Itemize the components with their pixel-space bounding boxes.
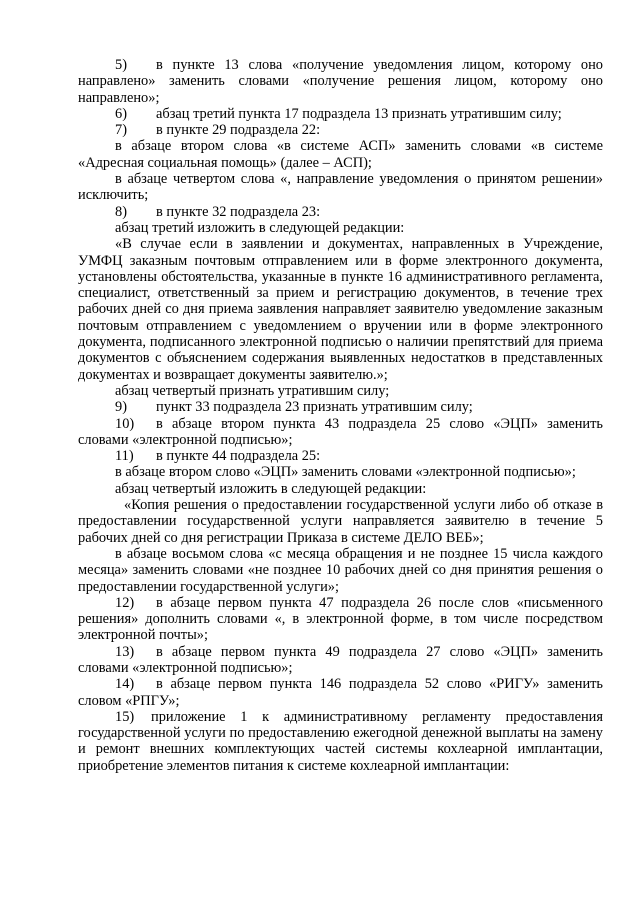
paragraph: в абзаце четвертом слова «, направление уведомления о принятом решении» исключить; bbox=[78, 171, 603, 204]
amendment-item-8 bbox=[78, 204, 603, 220]
amendment-item-12 bbox=[78, 595, 603, 644]
item-number: 13) bbox=[115, 643, 135, 660]
amendment-item-7 bbox=[78, 122, 603, 138]
item-text: в абзаце первом пункта 47 подраздела 26 после слов «письменного решения» дополнить словами «, в электронной форме, в том числе посредством электронной почты»; bbox=[78, 594, 603, 644]
paragraph: абзац четвертый изложить в следующей редакции: bbox=[115, 480, 427, 497]
item-number: 12) bbox=[115, 594, 135, 611]
item-text: в пункте 13 слова «получение уведомления лицом, которому оно направлено» заменить словами «получение решения лицом, которому оно направлено»; bbox=[78, 57, 603, 106]
document-body bbox=[78, 57, 603, 774]
amendment-item-5 bbox=[78, 57, 603, 106]
item-number: 8) bbox=[115, 203, 127, 220]
item-text: в абзаце втором пункта 43 подраздела 25 слово «ЭЦП» заменить словами «электронной подписью»; bbox=[78, 415, 603, 448]
item-text: в пункте 44 подраздела 25: bbox=[156, 448, 321, 465]
paragraph: в абзаце втором слово «ЭЦП» заменить словами «электронной подписью»; bbox=[115, 464, 576, 481]
amendment-item-9 bbox=[78, 399, 603, 415]
item-number: 11) bbox=[115, 448, 134, 465]
item-number: 15) bbox=[115, 708, 135, 725]
paragraph: в абзаце втором слова «в системе АСП» заменить словами «в системе «Адресная социальная помощь» (далее – АСП); bbox=[78, 138, 603, 171]
item-text: пункт 33 подраздела 23 признать утратившим силу; bbox=[156, 399, 473, 416]
item-text: в абзаце первом пункта 146 подраздела 52 слово «РИГУ» заменить словом «РПГУ»; bbox=[78, 676, 603, 709]
quoted-paragraph: «В случае если в заявлении и документах, направленных в Учреждение, УМФЦ заказным почтовым отправлением или в форме электронного документа, установлены обстоятельства, указанные в пункте 16 административного регламента, специалист, ответственный за прием и регистрацию документов, в течение трех рабочих дней со дня приема заявления направляет заявителю уведомление заказным почтовым отправлением с уведомлением о вручении или в форме электронного документа, подписанного электронной подписью о наличии препятствий для приема документов с объяснением содержания выявленных недостатков в представленных документах и возвращает документы заявителю.»; bbox=[78, 236, 603, 383]
item-number: 5) bbox=[115, 57, 127, 73]
item-number: 7) bbox=[115, 122, 127, 139]
amendment-item-14 bbox=[78, 676, 603, 709]
item-text: абзац третий пункта 17 подраздела 13 признать утратившим силу; bbox=[156, 105, 562, 122]
amendment-item-13 bbox=[78, 644, 603, 677]
item-number: 10) bbox=[115, 415, 135, 432]
quoted-paragraph: «Копия решения о предоставлении государственной услуги либо об отказе в предоставлении государственной услуги направляется заявителю в течение 5 рабочих дней со дня регистрации Приказа в системе ДЕЛО ВЕБ»; bbox=[78, 497, 603, 546]
item-text: в пункте 32 подраздела 23: bbox=[156, 203, 321, 220]
item-text: в пункте 29 подраздела 22: bbox=[156, 122, 321, 139]
item-number: 14) bbox=[115, 676, 135, 693]
item-text: в абзаце первом пункта 49 подраздела 27 слово «ЭЦП» заменить словами «электронной подписью»; bbox=[78, 643, 603, 676]
amendment-item-15 bbox=[78, 709, 603, 774]
item-number: 6) bbox=[115, 105, 127, 122]
amendment-item-6 bbox=[78, 106, 603, 122]
amendment-item-11 bbox=[78, 448, 603, 464]
item-number: 9) bbox=[115, 399, 127, 416]
amendment-item-10 bbox=[78, 416, 603, 449]
paragraph: в абзаце восьмом слова «с месяца обращения и не позднее 15 числа каждого месяца» заменить словами «не позднее 10 рабочих дней со дня принятия решения о предоставлении государственной услуги»; bbox=[78, 545, 603, 595]
paragraph: абзац четвертый признать утратившим силу; bbox=[115, 382, 390, 399]
item-text: приложение 1 к административному регламенту предоставления государственной услуги по предоставлению ежегодной денежной выплаты на замену и ремонт внешних комплектующих частей системы кохлеарной имплантации, приобретение элементов питания к системе кохлеарной имплантации: bbox=[78, 708, 603, 774]
paragraph: абзац третий изложить в следующей редакции: bbox=[115, 219, 405, 236]
